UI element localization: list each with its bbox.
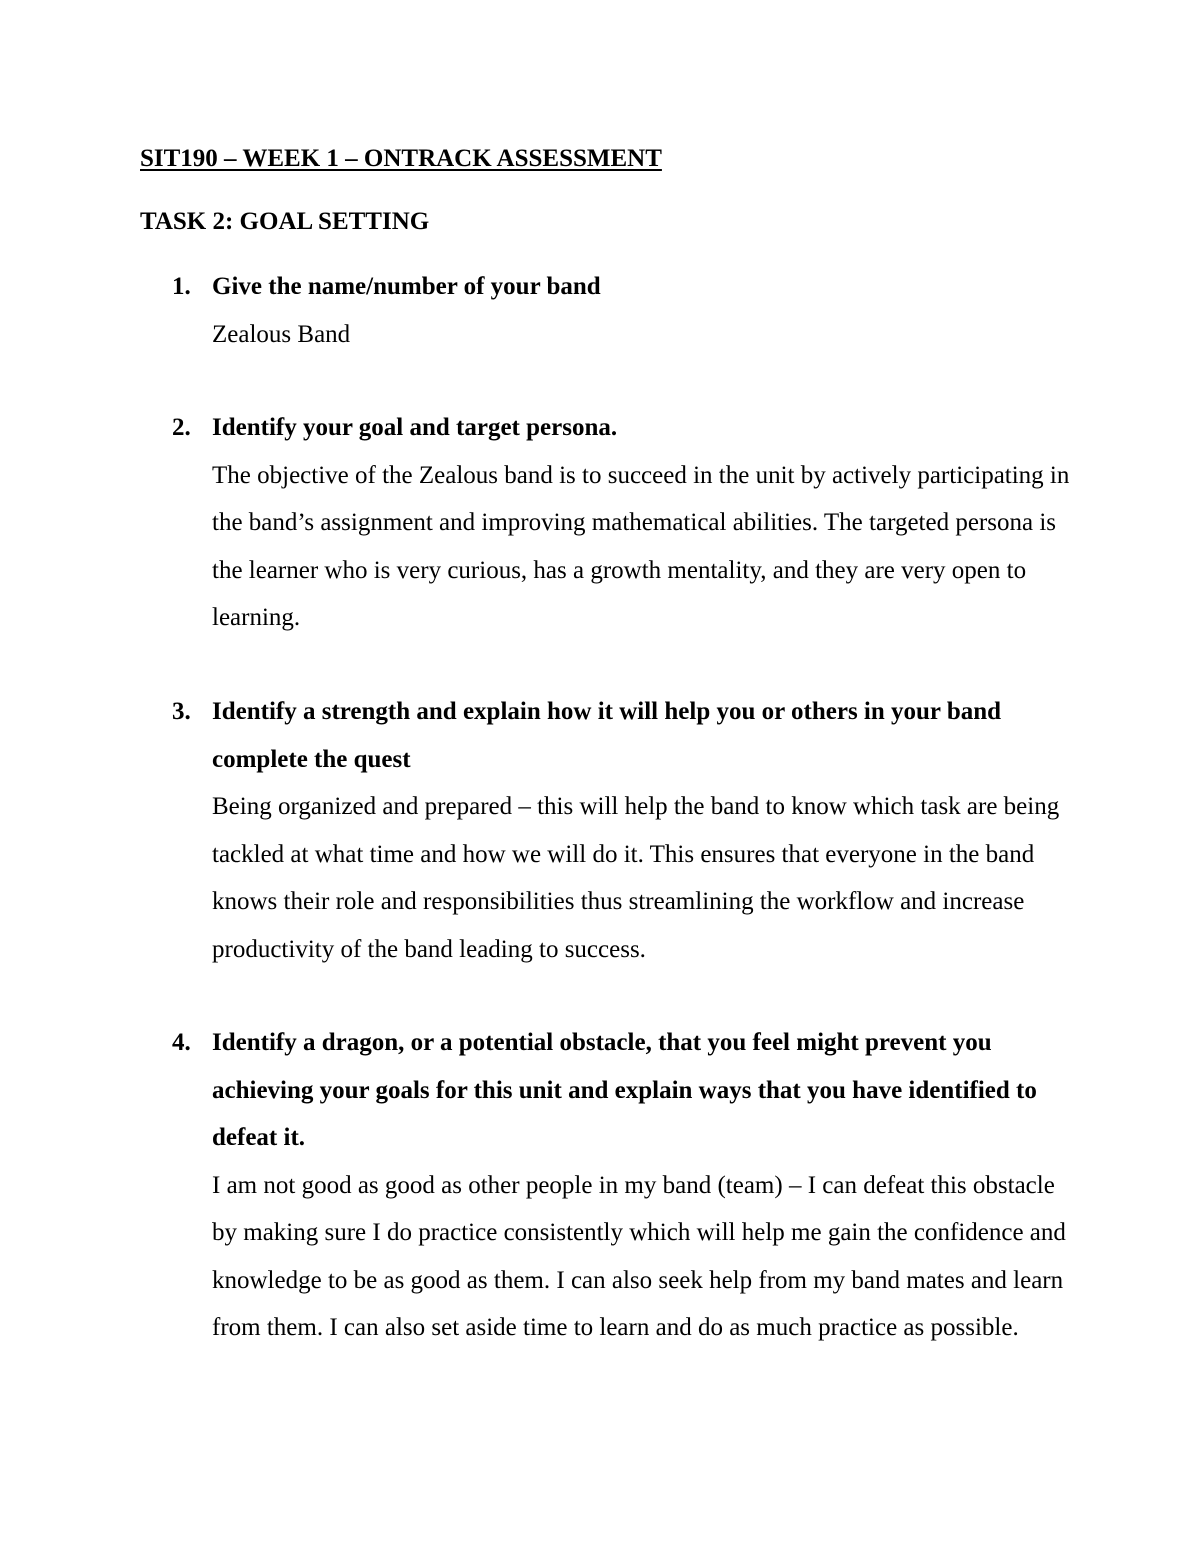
answer-text: Being organized and prepared – this will help the band to know which task are being tackled at what time and how we will do it. This ensures that everyone in the band knows their role and responsibilities thus streamlining the workflow and increase productivity of the band leading to success.: [212, 793, 1060, 963]
question-text: Identify a dragon, or a potential obstacle, that you feel might prevent you achieving your goals for this unit and explain ways that you have identified to defeat it.: [212, 1029, 1037, 1151]
question-text: Identify your goal and target persona.: [212, 414, 618, 441]
task-heading: TASK 2: GOAL SETTING: [140, 208, 430, 235]
document-title: SIT190 – WEEK 1 – ONTRACK ASSESSMENT: [140, 145, 662, 172]
answer-text: The objective of the Zealous band is to succeed in the unit by actively participating in the band’s assignment and improving mathematical abilities. The targeted persona is the learner who is very curious, has a growth mentality, and they are very open to learning.: [212, 461, 1070, 631]
question-text: Give the name/number of your band: [212, 273, 601, 300]
answer-text: Zealous Band: [212, 320, 351, 348]
question-item-4: [140, 1019, 1080, 1352]
answer-text: I am not good as good as other people in my band (team) – I can defeat this obstacle by making sure I do practice consistently which will help me gain the confidence and knowledge to be as good as them. I can also seek help from my band mates and learn from them. I can also set aside time to learn and do as much practice as possible.: [212, 1171, 1066, 1341]
question-item-2: [140, 404, 1080, 642]
question-item-1: [140, 263, 1080, 358]
question-number: 2.: [172, 414, 191, 441]
question-number: 4.: [172, 1029, 191, 1056]
question-item-3: [140, 688, 1080, 973]
question-text: Identify a strength and explain how it will help you or others in your band complete the quest: [212, 698, 1002, 773]
question-number: 1.: [172, 273, 191, 300]
question-number: 3.: [172, 698, 191, 725]
